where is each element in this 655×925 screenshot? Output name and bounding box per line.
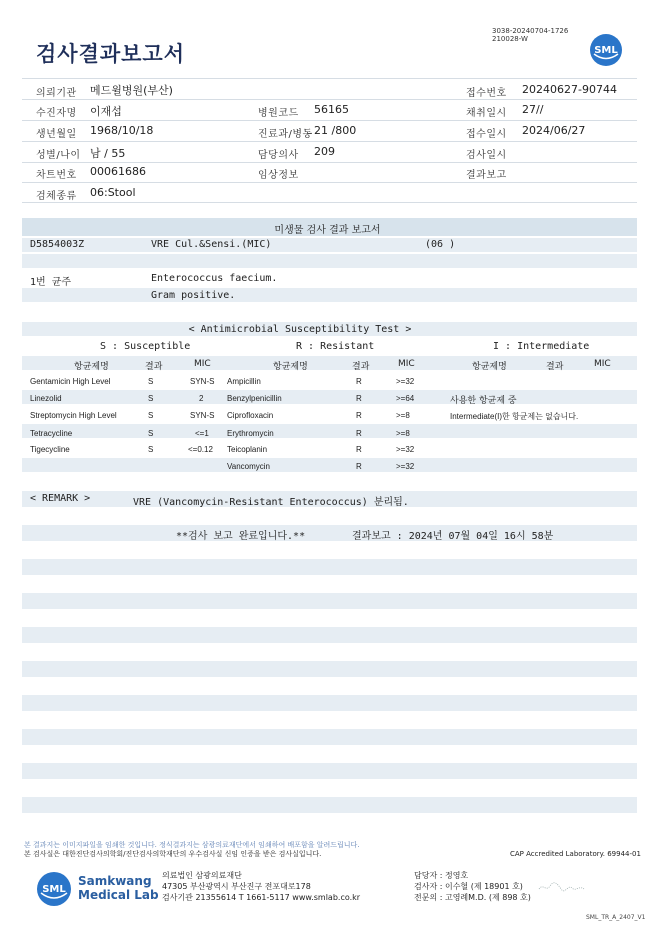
report-label: 결과보고 (466, 170, 507, 181)
table-cell-result: S (148, 429, 154, 438)
org-line-3: 검사기관 21355614 T 1661-5117 www.smlab.co.kr (162, 893, 361, 902)
specimen-value: 06:Stool (90, 186, 136, 199)
table-cell-drug: Ampicillin (227, 377, 261, 386)
col-header-drug: 항균제명 (273, 362, 308, 372)
test-code: (06 ) (425, 239, 456, 250)
document-code-line-1: 3038-20240704-1726 (492, 27, 569, 35)
table-cell-mic: >=8 (396, 429, 410, 438)
table-cell-drug: Streptomycin High Level (30, 411, 117, 420)
table-cell-drug: Linezolid (30, 394, 62, 403)
micro-section-title: 미생물 검사 결과 보고서 (274, 225, 381, 236)
specimen-label: 검체종류 (36, 191, 77, 202)
remark-label: < REMARK > (30, 493, 91, 504)
footer-note-2: 본 검사실은 대한진단검사의학회/진단검사의학재단의 우수검사실 신임 인증을 받은 검사실입니다. (24, 850, 322, 858)
receipt-no-value: 20240627-90744 (522, 83, 617, 96)
birth-label: 생년월일 (36, 129, 77, 140)
table-cell-result: R (356, 411, 362, 420)
table-cell-result: S (148, 394, 154, 403)
report-title: 검사결과보고서 (36, 42, 186, 66)
staff-line-1: 담당자 : 정영호 (414, 871, 469, 880)
col-header-result: 결과 (145, 362, 163, 372)
table-cell-result: S (148, 411, 154, 420)
document-code-line-2: 210028-W (492, 35, 528, 43)
test-date-label: 검사일시 (466, 150, 507, 161)
collect-date-label: 채취일시 (466, 108, 507, 119)
intermediate-note-2: Intermediate(I)한 항균제는 없습니다. (450, 412, 579, 421)
receipt-no-label: 접수번호 (466, 88, 507, 99)
org-info (162, 870, 360, 903)
table-cell-drug: Erythromycin (227, 429, 274, 438)
col-header-mic: MIC (398, 359, 415, 369)
table-cell-mic: 2 (199, 394, 204, 403)
table-cell-result: S (148, 377, 154, 386)
legend-intermediate: I : Intermediate (493, 341, 590, 352)
table-cell-result: R (356, 445, 362, 454)
col-header-drug: 항균제명 (74, 362, 109, 372)
dept-label: 진료과/병동 (258, 129, 313, 140)
logo-text: SML (594, 45, 618, 56)
table-cell-mic: <=1 (195, 429, 209, 438)
collect-date-value: 27// (522, 103, 544, 116)
patient-value: 이재섭 (90, 105, 122, 118)
table-cell-mic: >=32 (396, 462, 415, 471)
sml-logo-icon (589, 33, 623, 67)
form-code: SML_TR_A_2407_V1 (586, 914, 646, 921)
col-header-mic: MIC (594, 359, 611, 369)
brand-line-1: Samkwang (78, 874, 152, 888)
table-cell-result: R (356, 394, 362, 403)
legend-susceptible: S : Susceptible (100, 341, 191, 352)
table-cell-result: R (356, 462, 362, 471)
table-cell-drug: Teicoplanin (227, 445, 268, 454)
band (22, 288, 637, 302)
doctor-label: 담당의사 (258, 150, 299, 161)
band (22, 458, 637, 472)
table-cell-mic: SYN-S (190, 377, 215, 386)
clinical-label: 임상정보 (258, 170, 299, 181)
patient-label: 수진자명 (36, 108, 77, 119)
org-line-1: 의료법인 삼광의료재단 (162, 871, 242, 880)
chart-value: 00061686 (90, 165, 146, 178)
band (22, 356, 637, 370)
table-cell-mic: <=0.12 (188, 445, 213, 454)
band (22, 390, 637, 404)
test-name: VRE Cul.&Sensi.(MIC) (151, 239, 272, 250)
table-cell-drug: Benzylpenicillin (227, 394, 282, 403)
table-cell-result: S (148, 445, 154, 454)
organism-name: Enterococcus faecium. (151, 273, 278, 284)
birth-value: 1968/10/18 (90, 124, 154, 137)
table-cell-drug: Vancomycin (227, 462, 270, 471)
org-line-2: 47305 부산광역시 부산진구 전포대로178 (162, 882, 311, 891)
staff-line-3: 전문의 : 고영례M.D. (제 898 호) (414, 893, 531, 902)
doctor-value: 209 (314, 145, 335, 158)
band (22, 254, 637, 268)
complete-text: **검사 보고 완료입니다.** (176, 531, 306, 542)
col-header-result: 결과 (546, 362, 564, 372)
receipt-date-value: 2024/06/27 (522, 124, 586, 137)
col-header-drug: 항균제명 (472, 362, 507, 372)
table-cell-drug: Tigecycline (30, 445, 70, 454)
footer-note-1: 본 결과지는 이미지파일을 임쇄한 것입니다. 정식결과지는 삼광의료재단에서 임쇄하여 배포함을 알려드립니다. (24, 841, 360, 849)
sex-age-label: 성별/나이 (36, 150, 81, 161)
ast-title: < Antimicrobial Susceptibility Test > (188, 324, 412, 335)
dept-value: 21 /800 (314, 124, 357, 137)
logo-text: SML (42, 884, 66, 895)
table-cell-mic: >=64 (396, 394, 415, 403)
staff-line-2: 검사자 : 이수혈 (제 18901 호) (414, 882, 523, 891)
col-header-mic: MIC (194, 359, 211, 369)
table-cell-mic: >=32 (396, 377, 415, 386)
table-cell-mic: >=32 (396, 445, 415, 454)
intermediate-note-1: 사용한 항균제 중 (450, 396, 517, 406)
table-cell-mic: SYN-S (190, 411, 215, 420)
hospital-code-value: 56165 (314, 103, 349, 116)
samkwang-logo-icon (36, 871, 72, 907)
brand-name (78, 874, 159, 902)
document-code (492, 27, 568, 43)
report-time: 결과보고 : 2024년 07월 04일 16시 58분 (352, 531, 554, 542)
cap-accreditation: CAP Accredited Laboratory. 69944-01 (510, 850, 641, 858)
col-header-result: 결과 (352, 362, 370, 372)
signature-image (537, 880, 587, 894)
band (22, 238, 637, 252)
remark-text: VRE (Vancomycin-Resistant Enterococcus) 분리됨. (133, 497, 409, 508)
staff-info (414, 870, 531, 903)
table-cell-result: R (356, 429, 362, 438)
institution-label: 의뢰기관 (36, 88, 77, 99)
table-cell-drug: Gentamicin High Level (30, 377, 111, 386)
institution-value: 메드윌병원(부산) (90, 84, 173, 97)
hospital-code-label: 병원코드 (258, 108, 299, 119)
table-cell-result: R (356, 377, 362, 386)
organism-gram: Gram positive. (151, 290, 236, 301)
table-cell-drug: Tetracycline (30, 429, 73, 438)
table-cell-mic: >=8 (396, 411, 410, 420)
legend-resistant: R : Resistant (296, 341, 375, 352)
chart-label: 차트번호 (36, 170, 77, 181)
brand-line-2: Medical Lab (78, 888, 159, 902)
organism-label: 1번 균주 (30, 277, 72, 288)
table-cell-drug: Ciprofloxacin (227, 411, 274, 420)
sex-age-value: 남 / 55 (90, 147, 126, 160)
band (22, 424, 637, 438)
receipt-date-label: 접수일시 (466, 129, 507, 140)
test-id: D5854003Z (30, 239, 85, 250)
